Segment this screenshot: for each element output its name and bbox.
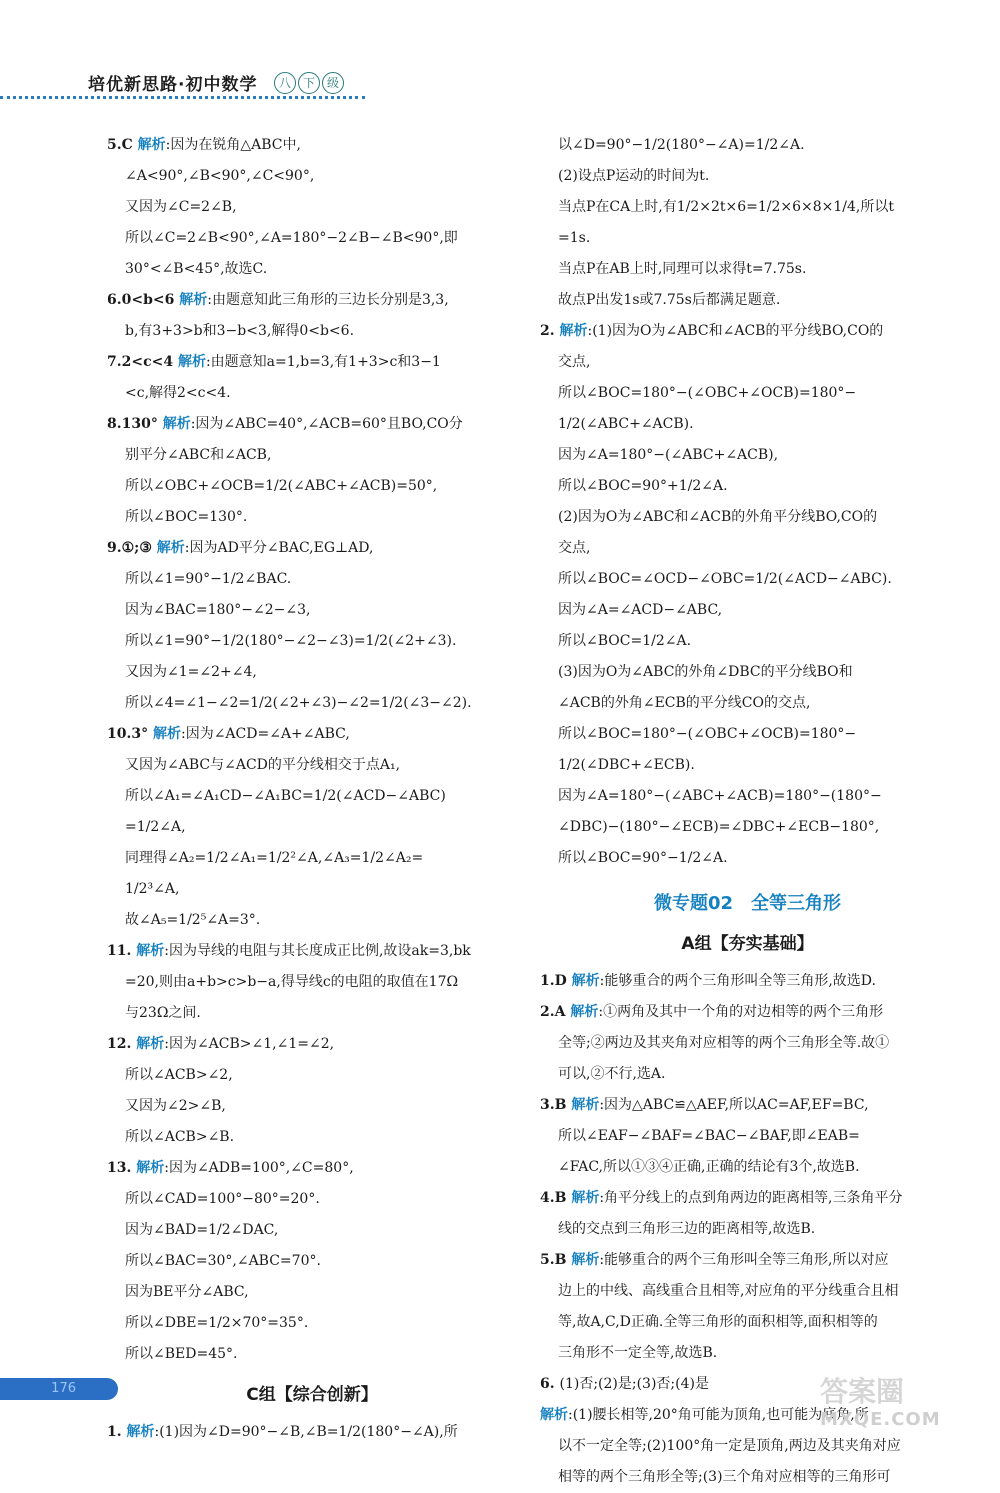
question-number: 2. xyxy=(540,323,560,339)
line-text: ∠A<90°,∠B<90°,∠C<90°, xyxy=(125,168,315,184)
answer-line xyxy=(540,347,955,378)
answer-line xyxy=(540,1431,955,1462)
line-text: :能够重合的两个三角形叫全等三角形,故选D. xyxy=(599,973,876,989)
answer-line xyxy=(540,316,955,347)
answer-line xyxy=(107,905,517,936)
line-text: 同理得∠A₂=1/2∠A₁=1/2²∠A,∠A₃=1/2∠A₂= xyxy=(125,850,424,866)
left-answer-lines xyxy=(107,130,517,1370)
line-text: 所以∠DBE=1/2×70°=35°. xyxy=(125,1315,309,1331)
analysis-tag: 解析 xyxy=(179,292,208,308)
left-column xyxy=(107,130,517,1448)
answer-line xyxy=(540,1214,955,1245)
answer-line xyxy=(540,719,955,750)
answer-line xyxy=(540,843,955,874)
question-number: 2.A xyxy=(540,1004,571,1020)
line-text: 所以∠1=90°−1/2(180°−∠2−∠3)=1/2(∠2+∠3). xyxy=(125,633,457,649)
answer-line xyxy=(540,657,955,688)
question-number: 5.B xyxy=(540,1252,572,1268)
header-divider xyxy=(0,96,365,99)
line-text: 全等;②两边及其夹角对应相等的两个三角形全等.故① xyxy=(558,1035,890,1051)
analysis-tag: 解析 xyxy=(570,1004,599,1020)
question-number: 13. xyxy=(107,1160,137,1176)
answer-line xyxy=(107,657,517,688)
answer-line xyxy=(107,564,517,595)
right-answer-lines xyxy=(540,130,955,874)
line-text: 与23Ω之间. xyxy=(125,1005,201,1021)
topic-title: 微专题02 全等三角形 xyxy=(653,893,842,914)
answer-line xyxy=(540,781,955,812)
question-number: 10.3° xyxy=(107,726,153,742)
page-number-tab xyxy=(0,1378,118,1400)
line-text: 所以∠1=90°−1/2∠BAC. xyxy=(125,571,292,587)
line-text: 所以∠BED=45°. xyxy=(125,1346,238,1362)
question-number: 1. xyxy=(107,1424,127,1440)
answer-line xyxy=(107,936,517,967)
line-text: 当点P在AB上时,同理可以求得t=7.75s. xyxy=(558,261,807,277)
analysis-tag: 解析 xyxy=(540,1407,568,1423)
answer-line xyxy=(107,254,517,285)
answer-line xyxy=(540,750,955,781)
line-text: 30°<∠B<45°,故选C. xyxy=(125,261,268,277)
question-number: 4.B xyxy=(540,1190,572,1206)
answer-line xyxy=(107,998,517,1029)
answer-line xyxy=(540,688,955,719)
right-column xyxy=(540,130,955,1493)
line-text: =1s. xyxy=(558,230,591,246)
line-text: :因为∠ACD=∠A+∠ABC, xyxy=(180,726,350,742)
answer-line xyxy=(540,130,955,161)
c-group-answer-line xyxy=(107,1417,517,1448)
line-text: (2)因为O为∠ABC和∠ACB的外角平分线BO,CO的 xyxy=(558,509,878,525)
answer-line xyxy=(107,626,517,657)
line-text: :(1)因为∠D=90°−∠B,∠B=1/2(180°−∠A),所 xyxy=(154,1424,458,1440)
answer-line xyxy=(107,812,517,843)
answer-line xyxy=(540,1152,955,1183)
line-text: :(1)腰长相等,20°角可能为顶角,也可能为底角,所 xyxy=(568,1407,869,1423)
answer-line xyxy=(107,781,517,812)
answer-line xyxy=(540,1276,955,1307)
line-text: 所以∠BOC=180°−(∠OBC+∠OCB)=180°− xyxy=(558,726,857,742)
line-text: 因为∠A=180°−(∠ABC+∠ACB), xyxy=(558,447,779,463)
line-text: :(1)因为O为∠ABC和∠ACB的平分线BO,CO的 xyxy=(587,323,884,339)
line-text: 因为∠BAC=180°−∠2−∠3, xyxy=(125,602,311,618)
answer-line xyxy=(107,533,517,564)
grade-badges xyxy=(274,72,344,94)
line-text: ∠FAC,所以①③④正确,正确的结论有3个,故选B. xyxy=(558,1159,860,1175)
answer-line xyxy=(107,285,517,316)
line-text: 所以∠EAF−∠BAF=∠BAC−∠BAF,即∠EAB= xyxy=(558,1128,860,1144)
line-text: 又因为∠2>∠B, xyxy=(125,1098,226,1114)
answer-line xyxy=(107,595,517,626)
answer-line xyxy=(540,1121,955,1152)
line-text: 相等的两个三角形全等;(3)三个角对应相等的三角形可 xyxy=(558,1469,891,1485)
answer-line xyxy=(540,1059,955,1090)
answer-line xyxy=(107,1339,517,1370)
line-text: 所以∠BAC=30°,∠ABC=70°. xyxy=(125,1253,321,1269)
answer-line xyxy=(540,1028,955,1059)
answer-line xyxy=(540,440,955,471)
answer-line xyxy=(540,1462,955,1493)
line-text: 所以∠ACB>∠2, xyxy=(125,1067,233,1083)
answer-line xyxy=(107,1122,517,1153)
answer-line xyxy=(540,161,955,192)
watermark-line1: 答案圈 xyxy=(820,1375,905,1408)
line-text: :由题意知a=1,b=3,有1+3>c和3−1 xyxy=(205,354,441,370)
answer-line xyxy=(540,1307,955,1338)
answer-line xyxy=(107,471,517,502)
line-text: (1)否;(2)是;(3)否;(4)是 xyxy=(559,1376,709,1392)
grade-badge: 级 xyxy=(322,72,344,94)
analysis-tag: 解析 xyxy=(571,1097,600,1113)
answer-line xyxy=(107,316,517,347)
answer-line xyxy=(540,285,955,316)
answer-line xyxy=(107,719,517,750)
answer-line xyxy=(540,502,955,533)
line-text: :能够重合的两个三角形叫全等三角形,所以对应 xyxy=(599,1252,889,1268)
answer-line xyxy=(107,1060,517,1091)
analysis-tag: 解析 xyxy=(162,416,191,432)
line-text: 因为∠BAD=1/2∠DAC, xyxy=(125,1222,279,1238)
line-text: b,有3+3>b和3−b<3,解得0<b<6. xyxy=(125,323,355,339)
line-text: (3)因为O为∠ABC的外角∠DBC的平分线BO和 xyxy=(558,664,853,680)
line-text: 故∠A₅=1/2⁵∠A=3°. xyxy=(125,912,261,928)
analysis-tag: 解析 xyxy=(571,973,600,989)
c-group-title: C组【综合创新】 xyxy=(246,1385,378,1405)
answer-line xyxy=(107,440,517,471)
line-text: 以不一定全等;(2)100°角一定是顶角,两边及其夹角对应 xyxy=(558,1438,901,1454)
watermark-line2: MXQE.COM xyxy=(820,1409,941,1430)
analysis-tag: 解析 xyxy=(177,354,206,370)
answer-line xyxy=(540,595,955,626)
question-number: 8.130° xyxy=(107,416,163,432)
line-text: 所以∠BOC=180°−(∠OBC+∠OCB)=180°− xyxy=(558,385,857,401)
question-number: 7.2<c<4 xyxy=(107,354,178,370)
question-number: 6. xyxy=(540,1376,560,1392)
answer-line xyxy=(107,347,517,378)
answer-line xyxy=(107,1029,517,1060)
grade-badge: 下 xyxy=(298,72,320,94)
answer-line xyxy=(540,1245,955,1276)
answer-line xyxy=(107,967,517,998)
answer-line xyxy=(107,378,517,409)
answer-line xyxy=(107,1417,517,1448)
line-text: (2)设点P运动的时间为t. xyxy=(558,168,710,184)
answer-line xyxy=(107,1184,517,1215)
answer-line xyxy=(540,223,955,254)
line-text: 1/2(∠DBC+∠ECB). xyxy=(558,757,695,773)
line-text: 因为BE平分∠ABC, xyxy=(125,1284,249,1300)
line-text: 别平分∠ABC和∠ACB, xyxy=(125,447,272,463)
line-text: 因为∠A=180°−(∠ABC+∠ACB)=180°−(180°− xyxy=(558,788,882,804)
answer-line xyxy=(107,502,517,533)
line-text: =20,则由a+b>c>b−a,得导线c的电阻的取值在17Ω xyxy=(125,974,459,990)
answer-line xyxy=(540,192,955,223)
line-text: 因为∠A=∠ACD−∠ABC, xyxy=(558,602,723,618)
analysis-tag: 解析 xyxy=(137,137,166,153)
line-text: ∠ACB的外角∠ECB的平分线CO的交点, xyxy=(558,695,811,711)
answer-line xyxy=(540,812,955,843)
watermark-logo xyxy=(820,1375,990,1430)
answer-line xyxy=(540,378,955,409)
line-text: 1/2³∠A, xyxy=(125,881,180,897)
line-text: :①两角及其中一个角的对边相等的两个三角形 xyxy=(598,1004,884,1020)
answer-line xyxy=(107,192,517,223)
answer-line xyxy=(107,1277,517,1308)
line-text: ∠DBC)−(180°−∠ECB)=∠DBC+∠ECB−180°, xyxy=(558,819,880,835)
answer-line xyxy=(540,564,955,595)
line-text: 所以∠C=2∠B<90°,∠A=180°−2∠B−∠B<90°,即 xyxy=(125,230,458,246)
line-text: 又因为∠1=∠2+∠4, xyxy=(125,664,257,680)
answer-line xyxy=(540,1183,955,1214)
line-text: 边上的中线、高线重合且相等,对应角的平分线重合且相 xyxy=(558,1283,899,1299)
line-text: 所以∠4=∠1−∠2=1/2(∠2+∠3)−∠2=1/2(∠3−∠2). xyxy=(125,695,472,711)
answer-line xyxy=(107,750,517,781)
question-number: 1.D xyxy=(540,973,572,989)
line-text: 三角形不一定全等,故选B. xyxy=(558,1345,718,1361)
answer-line xyxy=(540,966,955,997)
analysis-tag: 解析 xyxy=(136,1036,165,1052)
line-text: 故点P出发1s或7.75s后都满足题意. xyxy=(558,292,781,308)
line-text: 所以∠CAD=100°−80°=20°. xyxy=(125,1191,320,1207)
line-text: 以∠D=90°−1/2(180°−∠A)=1/2∠A. xyxy=(558,137,805,153)
line-text: :因为∠ABC=40°,∠ACB=60°且BO,CO分 xyxy=(190,416,463,432)
analysis-tag: 解析 xyxy=(156,540,185,556)
line-text: 等,故A,C,D正确.全等三角形的面积相等,面积相等的 xyxy=(558,1314,878,1330)
analysis-tag: 解析 xyxy=(571,1190,600,1206)
line-text: :因为导线的电阻与其长度成正比例,故设ak=3,bk xyxy=(164,943,471,959)
line-text: :因为∠ADB=100°,∠C=80°, xyxy=(164,1160,354,1176)
answer-line xyxy=(540,1090,955,1121)
line-text: 所以∠BOC=90°+1/2∠A. xyxy=(558,478,728,494)
line-text: 交点, xyxy=(558,354,591,370)
question-number: 9.①;③ xyxy=(107,540,157,556)
question-number: 5.C xyxy=(107,137,138,153)
answer-line xyxy=(107,688,517,719)
line-text: :因为△ABC≌△AEF,所以AC=AF,EF=BC, xyxy=(599,1097,869,1113)
analysis-tag: 解析 xyxy=(126,1424,155,1440)
grade-badge: 八 xyxy=(274,72,296,94)
answer-line xyxy=(540,409,955,440)
line-text: 线的交点到三角形三边的距离相等,故选B. xyxy=(558,1221,816,1237)
answer-line xyxy=(540,997,955,1028)
answer-line xyxy=(540,1338,955,1369)
a-group-title: A组【夯实基础】 xyxy=(681,934,814,954)
line-text: 所以∠OBC+∠OCB=1/2(∠ABC+∠ACB)=50°, xyxy=(125,478,438,494)
line-text: :因为AD平分∠BAC,EG⊥AD, xyxy=(184,540,374,556)
page-number: 176 xyxy=(51,1381,76,1396)
line-text: 交点, xyxy=(558,540,591,556)
question-number: 3.B xyxy=(540,1097,572,1113)
line-text: 所以∠BOC=130°. xyxy=(125,509,248,525)
question-number: 6.0<b<6 xyxy=(107,292,180,308)
line-text: :角平分线上的点到角两边的距离相等,三条角平分 xyxy=(599,1190,903,1206)
answer-line xyxy=(107,130,517,161)
analysis-tag: 解析 xyxy=(136,943,165,959)
line-text: <c,解得2<c<4. xyxy=(125,385,231,401)
line-text: :因为在锐角△ABC中, xyxy=(165,137,301,153)
line-text: 可以,②不行,选A. xyxy=(558,1066,666,1082)
answer-line xyxy=(107,1091,517,1122)
answer-line xyxy=(107,1215,517,1246)
line-text: 所以∠BOC=90°−1/2∠A. xyxy=(558,850,728,866)
book-title: 培优新思路·初中数学 xyxy=(88,75,258,95)
line-text: 1/2(∠ABC+∠ACB). xyxy=(558,416,694,432)
answer-line xyxy=(107,409,517,440)
answer-line xyxy=(107,223,517,254)
analysis-tag: 解析 xyxy=(136,1160,165,1176)
line-text: =1/2∠A, xyxy=(125,819,186,835)
answer-line xyxy=(540,533,955,564)
line-text: 又因为∠ABC与∠ACD的平分线相交于点A₁, xyxy=(125,757,401,773)
line-text: 又因为∠C=2∠B, xyxy=(125,199,237,215)
line-text: 所以∠ACB>∠B. xyxy=(125,1129,235,1145)
line-text: :由题意知此三角形的三边长分别是3,3, xyxy=(207,292,449,308)
analysis-tag: 解析 xyxy=(571,1252,600,1268)
answer-line xyxy=(107,874,517,905)
line-text: 当点P在CA上时,有1/2×2t×6=1/2×6×8×1/4,所以t xyxy=(558,199,894,215)
question-number: 11. xyxy=(107,943,137,959)
line-text: 所以∠BOC=∠OCD−∠OBC=1/2(∠ACD−∠ABC). xyxy=(558,571,892,587)
answer-line xyxy=(107,843,517,874)
line-text: :因为∠ACB>∠1,∠1=∠2, xyxy=(164,1036,335,1052)
answer-line xyxy=(107,1153,517,1184)
answer-line xyxy=(540,471,955,502)
line-text: 所以∠BOC=1/2∠A. xyxy=(558,633,692,649)
line-text: 所以∠A₁=∠A₁CD−∠A₁BC=1/2(∠ACD−∠ABC) xyxy=(125,788,446,804)
answer-line xyxy=(107,1246,517,1277)
answer-line xyxy=(540,626,955,657)
analysis-tag: 解析 xyxy=(152,726,181,742)
question-number: 12. xyxy=(107,1036,137,1052)
analysis-tag: 解析 xyxy=(559,323,588,339)
answer-line xyxy=(540,254,955,285)
answer-line xyxy=(107,1308,517,1339)
answer-line xyxy=(107,161,517,192)
